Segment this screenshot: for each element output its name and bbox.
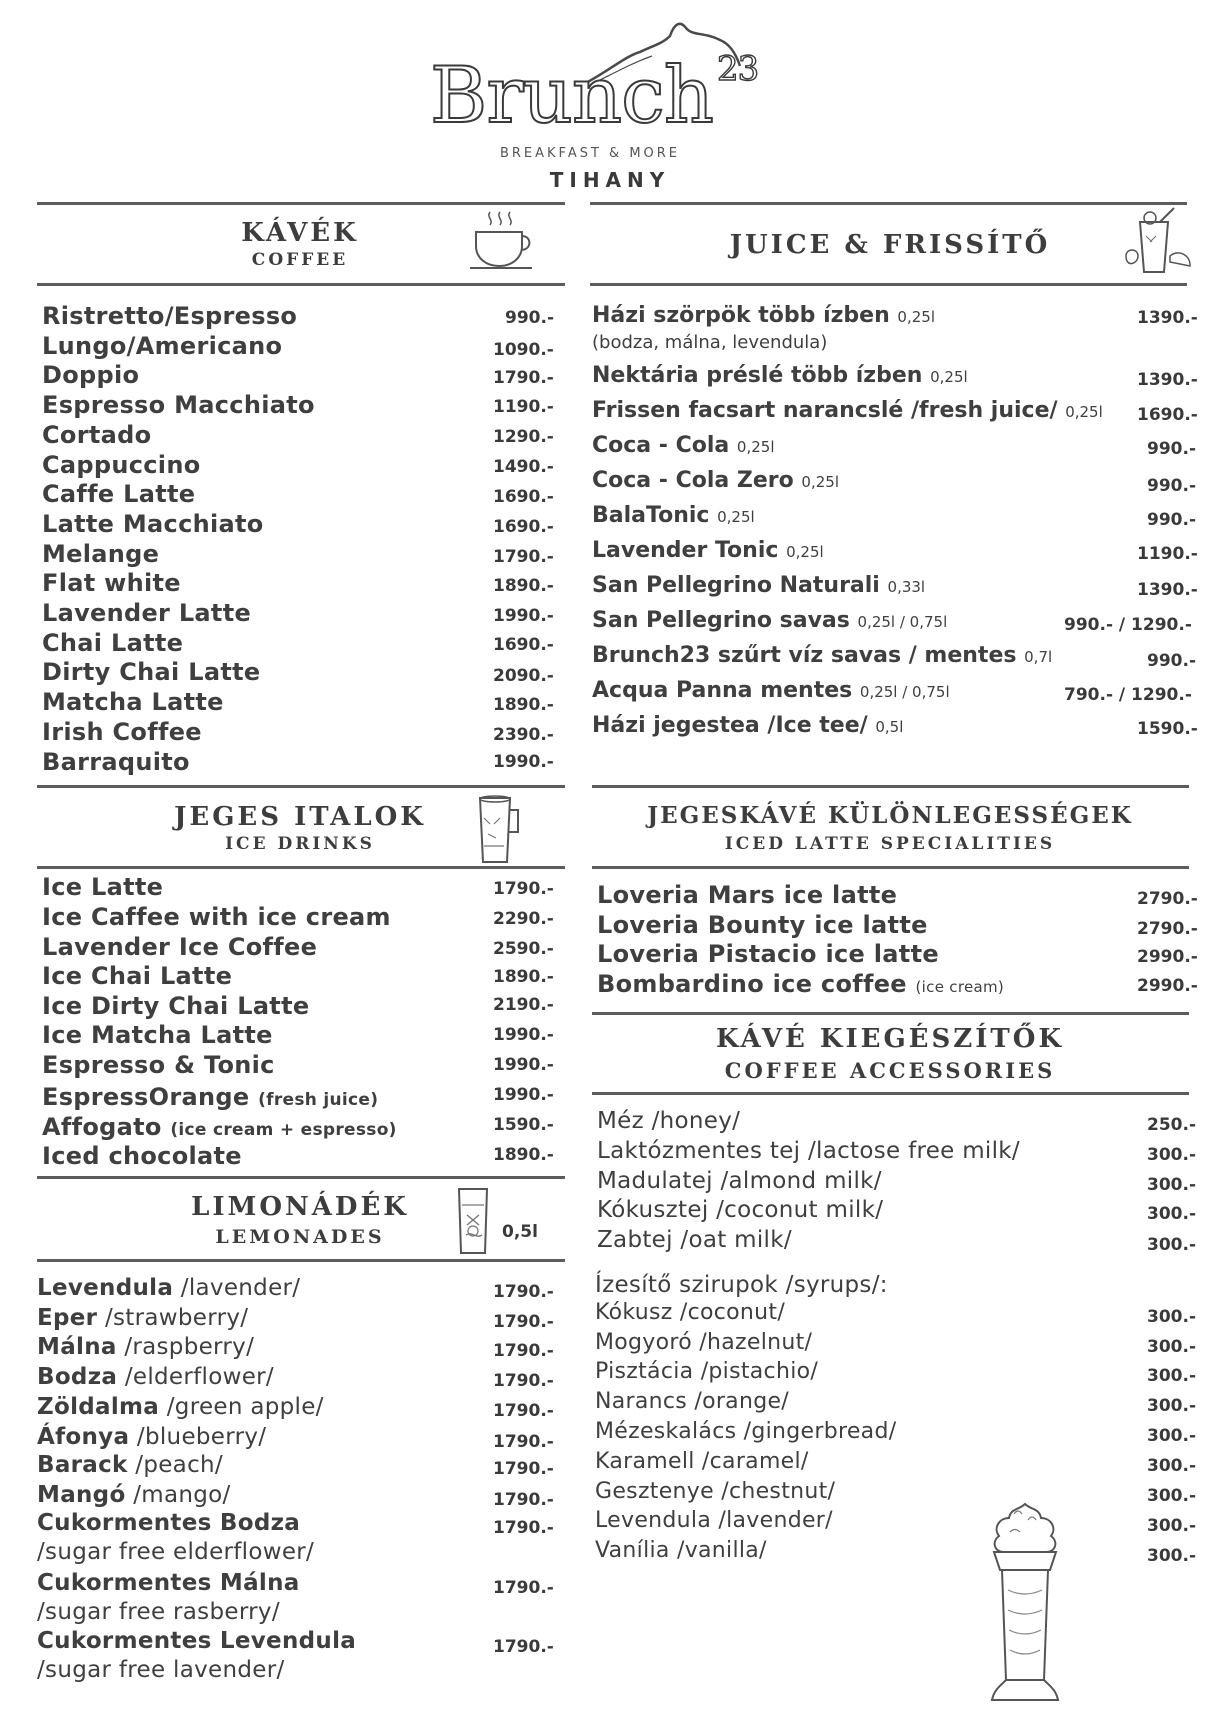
menu-item-name: Latte Macchiato (42, 510, 264, 538)
menu-item-name: Doppio (42, 361, 140, 389)
menu-item-name: Melange (42, 540, 160, 568)
syrup-item-name: Gesztenye /chestnut/ (595, 1479, 836, 1504)
menu-item-price: 1990.- (493, 606, 554, 626)
menu-item-english: /sugar free elderflower/ (37, 1539, 315, 1565)
syrup-item-name: Mogyoró /hazelnut/ (595, 1330, 813, 1355)
menu-item-price: 2090.- (493, 666, 554, 686)
menu-item-price: 2790.- (1137, 919, 1198, 939)
juice-title: JUICE & FRISSÍTŐ (729, 230, 1051, 260)
menu-item-name: Lavender Ice Coffee (42, 933, 318, 961)
menu-item-note: (fresh juice) (258, 1090, 379, 1110)
menu-item-price: 1790.- (493, 547, 554, 567)
menu-item-name: Házi jegestea /Ice tee/ 0,5l (592, 713, 904, 738)
menu-item-price: 1790.- (493, 1490, 554, 1510)
menu-item-price: 1890.- (493, 967, 554, 987)
menu-item-price: 1390.- (1137, 308, 1198, 328)
syrups-heading: Ízesítő szirupok /syrups/: (595, 1272, 888, 1298)
menu-item-name: Loveria Bounty ice latte (597, 911, 928, 939)
menu-item-note: (ice cream) (915, 978, 1005, 996)
menu-item-price: 1890.- (493, 576, 554, 596)
syrup-item-price: 300.- (1147, 1486, 1196, 1506)
menu-item-english: /sugar free rasberry/ (37, 1599, 280, 1625)
menu-item-price: 2590.- (493, 939, 554, 959)
coffee-bottom-rule (37, 283, 565, 286)
menu-item-price: 1090.- (493, 340, 554, 360)
menu-item-price: 990.- (1147, 651, 1196, 671)
menu-item-price: 2390.- (493, 725, 554, 745)
menu-item-name: Bombardino ice coffee (ice cream) (597, 970, 1005, 998)
menu-item-price: 1790.- (493, 1371, 554, 1391)
menu-item-name: Zabtej /oat milk/ (597, 1227, 792, 1253)
syrup-item-price: 300.- (1147, 1546, 1196, 1566)
iced-latte-title: JEGESKÁVÉ KÜLÖNLEGESSÉGEK (647, 802, 1133, 829)
brand-number: 23 (717, 49, 759, 89)
menu-item-price: 300.- (1147, 1204, 1196, 1224)
syrup-item-price: 300.- (1147, 1516, 1196, 1536)
lemonades-volume: 0,5l (502, 1222, 538, 1242)
menu-item-name: Coca - Cola Zero 0,25l (592, 468, 839, 493)
iced-latte-subtitle: ICED LATTE SPECIALITIES (724, 834, 1056, 854)
menu-item-price: 1190.- (493, 397, 554, 417)
menu-item-name: Caffe Latte (42, 480, 196, 508)
menu-item-price: 1690.- (493, 635, 554, 655)
lemonade-glass-icon (454, 1185, 494, 1257)
menu-item-price: 990.- / 1290.- (1064, 615, 1192, 635)
menu-item-name: Acqua Panna mentes 0,25l / 0,75l (592, 678, 950, 703)
coffee-top-rule (37, 202, 565, 205)
menu-item-name: Eper /strawberry/ (37, 1305, 249, 1331)
ice-drinks-title: JEGES ITALOK (174, 802, 426, 832)
menu-item-price: 1290.- (493, 427, 554, 447)
menu-item-name: Chai Latte (42, 629, 184, 657)
brand-name: Brunch $^{23}$ (430, 49, 759, 141)
iced-latte-bottom-rule (592, 866, 1189, 869)
menu-item-price: 1790.- (493, 1637, 554, 1657)
menu-item-price: 300.- (1147, 1145, 1196, 1165)
menu-item-name: Flat white (42, 569, 181, 597)
menu-item-note: (ice cream + espresso) (170, 1120, 397, 1140)
menu-item-name: Espresso Macchiato (42, 391, 315, 419)
menu-item-price: 1790.- (493, 1432, 554, 1452)
menu-item-price: 1590.- (1137, 719, 1198, 739)
syrup-item-name: Mézeskalács /gingerbread/ (595, 1419, 897, 1444)
menu-item-name: San Pellegrino Naturali 0,33l (592, 573, 926, 598)
menu-item-name: Madulatej /almond milk/ (597, 1168, 882, 1194)
lemonades-subtitle: LEMONADES (215, 1226, 385, 1248)
menu-item-name: Brunch23 szűrt víz savas / mentes 0,7l (592, 643, 1053, 668)
menu-item-price: 1990.- (493, 1055, 554, 1075)
iced-latte-top-rule (592, 785, 1189, 788)
menu-item-price: 1790.- (493, 1341, 554, 1361)
accessories-subtitle: COFFEE ACCESSORIES (724, 1058, 1056, 1083)
juice-glass-icon (1120, 206, 1192, 278)
menu-item-name: Cukormentes Levendula (37, 1628, 357, 1654)
accessories-top-rule (592, 1012, 1189, 1015)
menu-item-name: EspressOrange (fresh juice) (42, 1083, 379, 1111)
menu-item-name: Nektária préslé több ízben 0,25l (592, 363, 968, 388)
menu-item-price: 1990.- (493, 752, 554, 772)
menu-item-name: Méz /honey/ (597, 1108, 741, 1134)
syrup-item-price: 300.- (1147, 1396, 1196, 1416)
menu-item-price: 1990.- (493, 1085, 554, 1105)
menu-item-name: Ice Caffee with ice cream (42, 903, 391, 931)
menu-item-price: 1790.- (493, 1282, 554, 1302)
menu-item-name: Cortado (42, 421, 152, 449)
menu-item-price: 1790.- (493, 368, 554, 388)
syrup-item-price: 300.- (1147, 1426, 1196, 1446)
menu-item-name: Áfonya /blueberry/ (37, 1424, 267, 1450)
menu-item-price: 1990.- (493, 1025, 554, 1045)
menu-item-name: Iced chocolate (42, 1142, 242, 1170)
menu-item-price: 2190.- (493, 995, 554, 1015)
coffee-subtitle: COFFEE (251, 250, 349, 270)
menu-item-name: San Pellegrino savas 0,25l / 0,75l (592, 608, 948, 633)
menu-item-name: Dirty Chai Latte (42, 658, 261, 686)
syrup-item-name: Vanília /vanilla/ (595, 1538, 767, 1563)
menu-item-price: 790.- / 1290.- (1064, 685, 1192, 705)
menu-item-name: Frissen facsart narancslé /fresh juice/ 0,25l (592, 398, 1103, 423)
menu-item-price: 1790.- (493, 1459, 554, 1479)
milkshake-glass-icon (980, 1500, 1070, 1710)
menu-item-price: 1790.- (493, 1578, 554, 1598)
menu-item-price: 300.- (1147, 1235, 1196, 1255)
syrup-item-price: 300.- (1147, 1366, 1196, 1386)
ice-drinks-subtitle: ICE DRINKS (225, 834, 375, 854)
menu-item-name: Irish Coffee (42, 718, 202, 746)
menu-item-name: Házi szörpök több ízben 0,25l (592, 303, 935, 328)
menu-item-price: 1390.- (1137, 580, 1198, 600)
syrup-item-name: Narancs /orange/ (595, 1389, 790, 1414)
menu-item-name: Ice Dirty Chai Latte (42, 992, 310, 1020)
menu-item-price: 2990.- (1137, 976, 1198, 996)
syrup-item-name: Levendula /lavender/ (595, 1508, 833, 1533)
menu-item-name: Ice Latte (42, 873, 164, 901)
menu-item-name: Málna /raspberry/ (37, 1334, 255, 1360)
menu-item-price: 2990.- (1137, 947, 1198, 967)
syrup-item-price: 300.- (1147, 1307, 1196, 1327)
menu-item-price: 1590.- (493, 1115, 554, 1135)
menu-item-name: Loveria Mars ice latte (597, 881, 898, 909)
syrup-item-name: Pisztácia /pistachio/ (595, 1359, 819, 1384)
iced-glass-icon (472, 794, 526, 866)
menu-item-price: 1190.- (1137, 544, 1198, 564)
menu-item-price: 2290.- (493, 909, 554, 929)
menu-item-price: 250.- (1147, 1115, 1196, 1135)
juice-bottom-rule (590, 283, 1187, 286)
lemonades-bottom-rule (37, 1259, 565, 1262)
menu-item-name: Coca - Cola 0,25l (592, 433, 775, 458)
menu-item-price: 990.- (505, 308, 554, 328)
menu-item-name: Ice Chai Latte (42, 962, 233, 990)
lemonades-title: LIMONÁDÉK (191, 1192, 409, 1222)
ice-drinks-top-rule (37, 785, 565, 788)
menu-item-price: 1690.- (493, 487, 554, 507)
menu-item-name: Lungo/Americano (42, 332, 283, 360)
coffee-title: KÁVÉK (241, 218, 359, 248)
menu-item-name: BalaTonic 0,25l (592, 503, 755, 528)
menu-item-name: Affogato (ice cream + espresso) (42, 1113, 397, 1141)
menu-item-price: 2790.- (1137, 889, 1198, 909)
menu-item-price: 1790.- (493, 1401, 554, 1421)
menu-item-name: Cappuccino (42, 451, 201, 479)
menu-item-name: Loveria Pistacio ice latte (597, 940, 939, 968)
menu-item-name: Bodza /elderflower/ (37, 1364, 274, 1390)
menu-item-name: Ice Matcha Latte (42, 1021, 273, 1049)
menu-item-name: Ristretto/Espresso (42, 302, 298, 330)
juice-top-rule (590, 202, 1187, 205)
menu-item-price: 1890.- (493, 695, 554, 715)
ice-drinks-bottom-rule (37, 866, 565, 869)
menu-item-name: Zöldalma /green apple/ (37, 1394, 324, 1420)
menu-item-price: 990.- (1147, 476, 1196, 496)
syrup-item-price: 300.- (1147, 1456, 1196, 1476)
menu-item-english: /sugar free lavender/ (37, 1657, 285, 1683)
menu-item-price: 1890.- (493, 1145, 554, 1165)
syrup-item-name: Karamell /caramel/ (595, 1449, 809, 1474)
menu-item-name: Espresso & Tonic (42, 1051, 275, 1079)
menu-item-name: Cukormentes Málna (37, 1570, 300, 1596)
menu-item-price: 1690.- (493, 517, 554, 537)
lemonades-top-rule (37, 1176, 565, 1179)
menu-item-price: 1790.- (493, 879, 554, 899)
menu-item-subnote: (bodza, málna, levendula) (592, 332, 828, 353)
menu-item-name: Levendula /lavender/ (37, 1275, 301, 1301)
menu-item-price: 1790.- (493, 1312, 554, 1332)
menu-item-name: Lavender Tonic 0,25l (592, 538, 824, 563)
location-label: TIHANY (549, 168, 671, 192)
menu-item-price: 1390.- (1137, 370, 1198, 390)
syrup-item-name: Kókusz /coconut/ (595, 1300, 786, 1325)
menu-item-name: Matcha Latte (42, 688, 224, 716)
coffee-cup-icon (468, 208, 542, 276)
menu-item-price: 1690.- (1137, 405, 1198, 425)
brand-tagline: BREAKFAST & MORE (499, 146, 681, 161)
accessories-bottom-rule (592, 1092, 1189, 1095)
menu-item-name: Laktózmentes tej /lactose free milk/ (597, 1138, 1020, 1164)
menu-item-price: 300.- (1147, 1175, 1196, 1195)
menu-item-name: Barack /peach/ (37, 1452, 223, 1478)
menu-item-name: Lavender Latte (42, 599, 252, 627)
menu-item-price: 990.- (1147, 439, 1196, 459)
menu-item-name: Cukormentes Bodza (37, 1510, 301, 1536)
menu-item-price: 990.- (1147, 510, 1196, 530)
menu-item-name: Barraquito (42, 748, 190, 776)
accessories-title: KÁVÉ KIEGÉSZÍTŐK (716, 1024, 1064, 1054)
menu-item-name: Kókusztej /coconut milk/ (597, 1197, 884, 1223)
menu-item-name: Mangó /mango/ (37, 1482, 231, 1508)
menu-item-price: 1790.- (493, 1518, 554, 1538)
syrup-item-price: 300.- (1147, 1337, 1196, 1357)
menu-item-price: 1490.- (493, 457, 554, 477)
